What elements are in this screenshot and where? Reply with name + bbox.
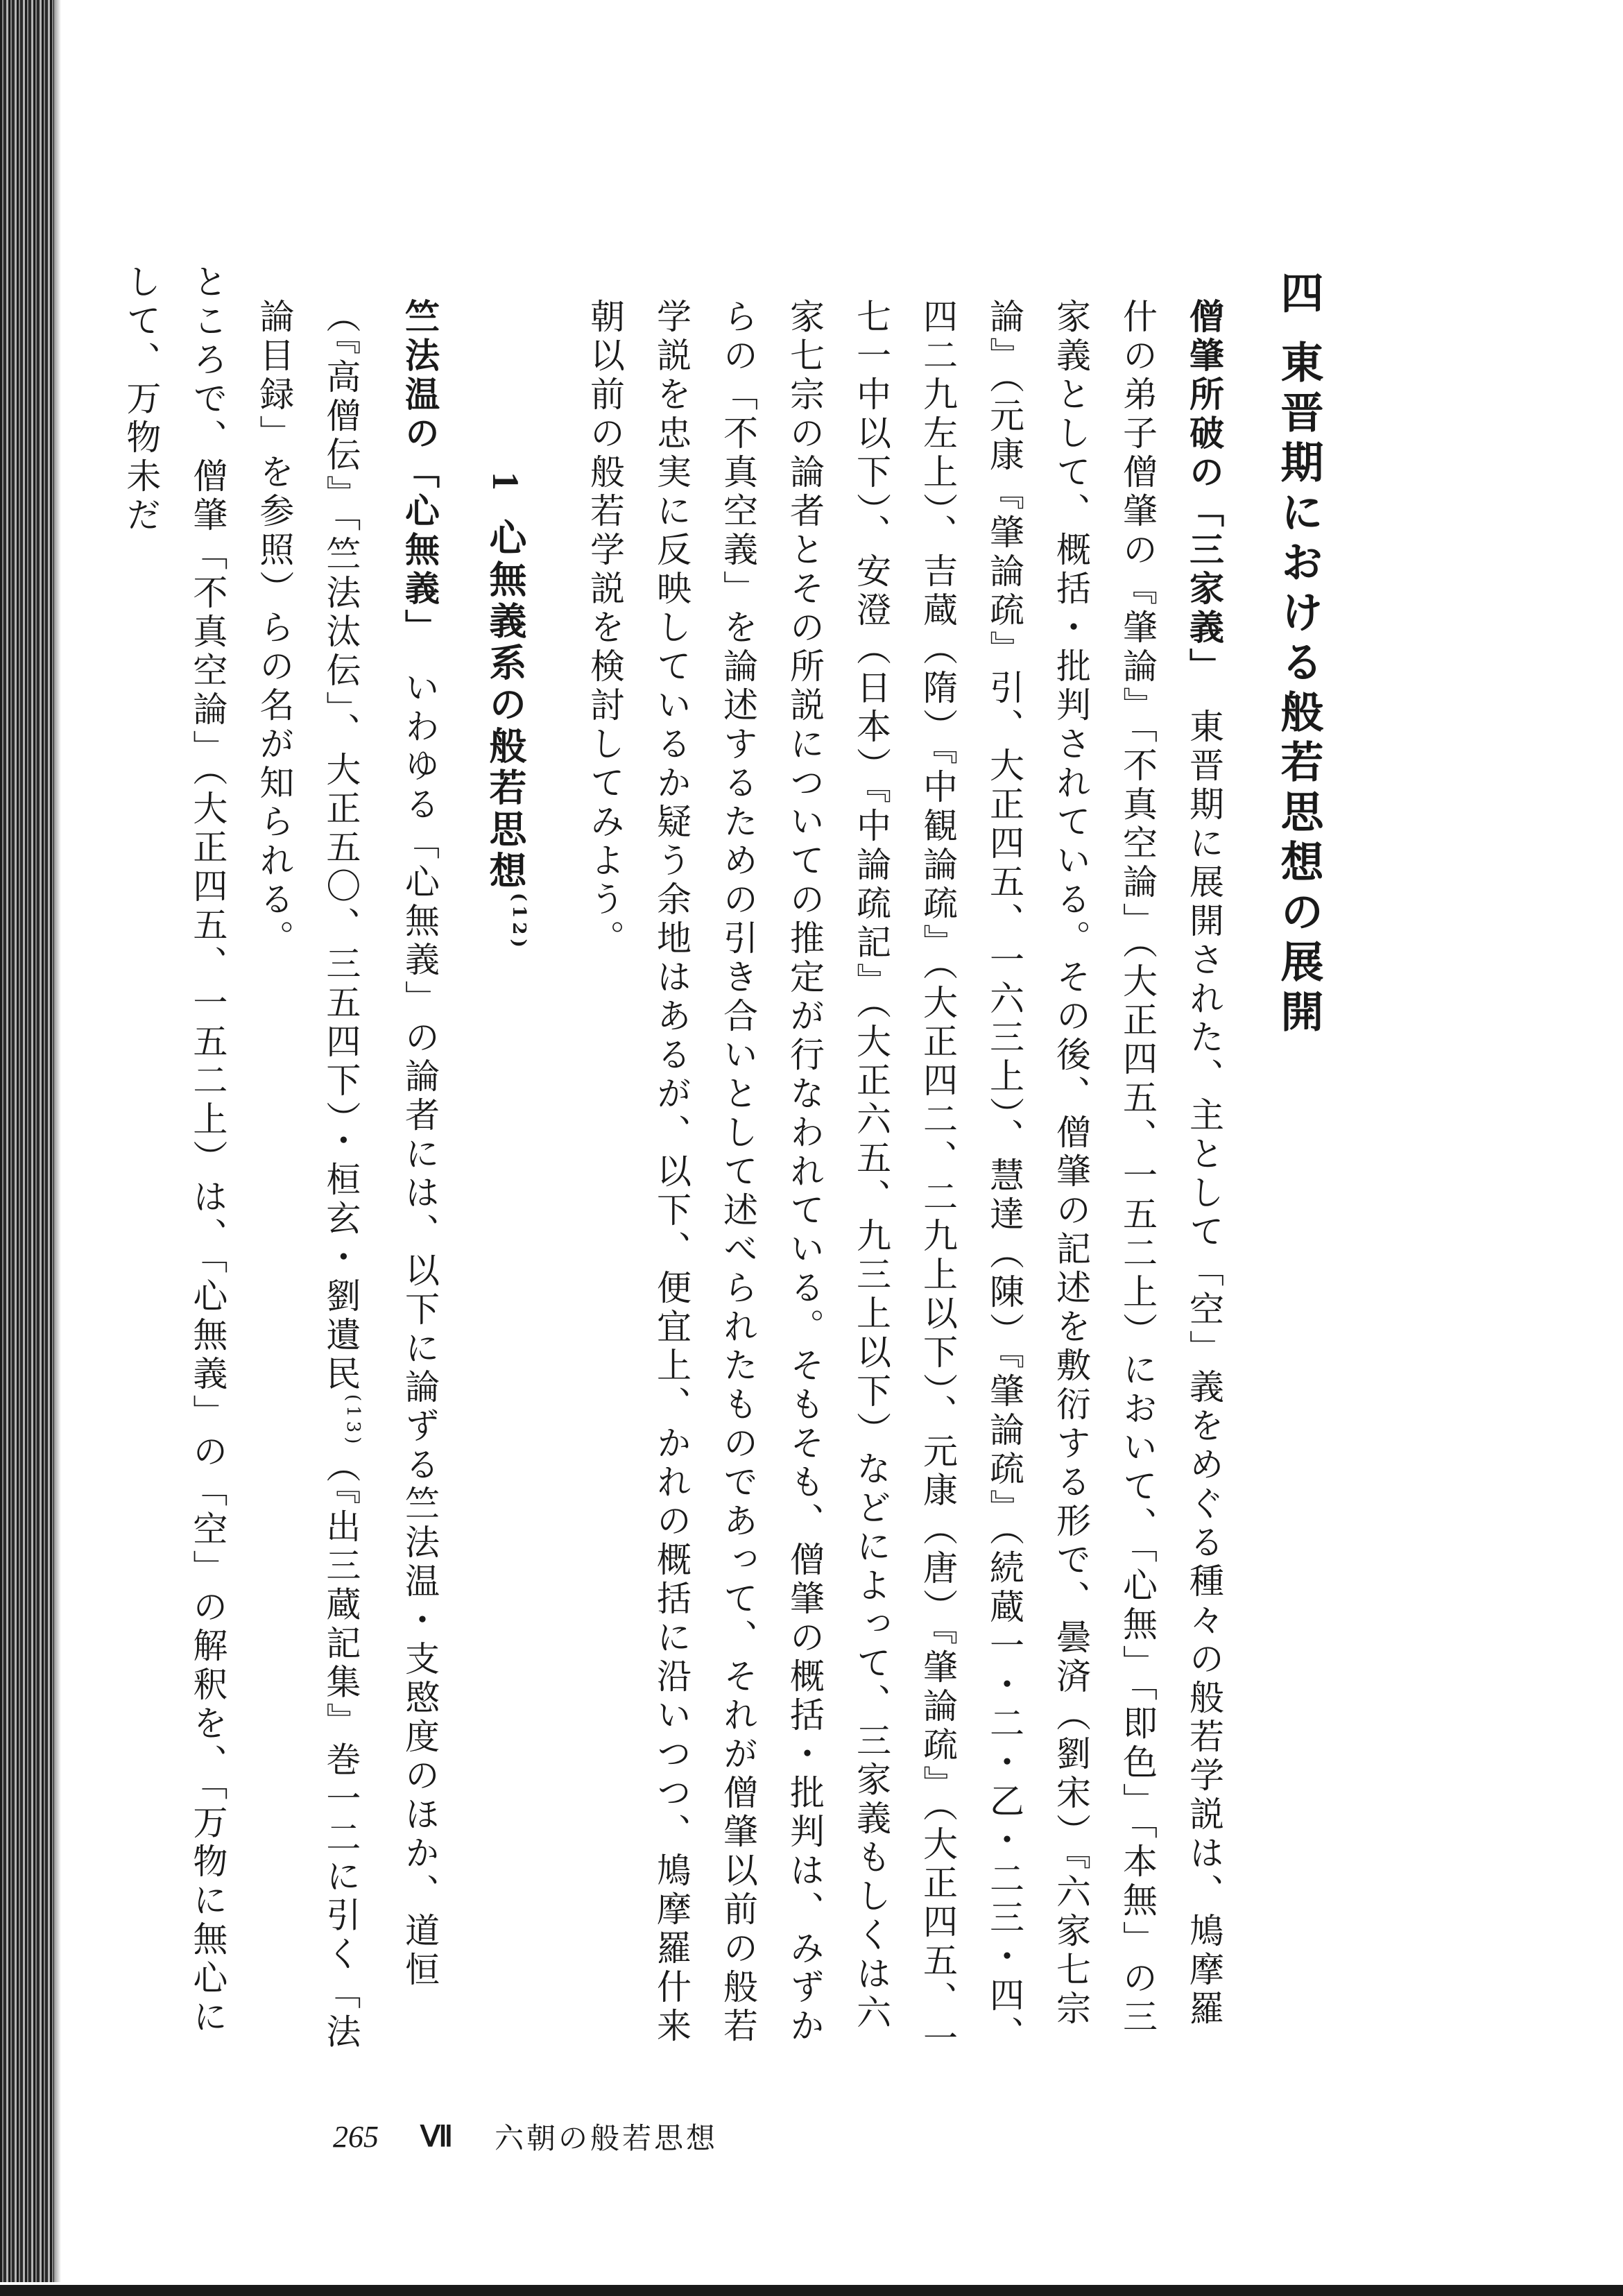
body-paragraph: [241, 264, 453, 2067]
page-number: 265: [333, 2119, 379, 2154]
section-title: 心無義系の般若思想: [483, 518, 528, 893]
intro-paragraph-text: 東晋期に展開された、主として「空」義をめぐる種々の般若学説は、鳩摩羅什の弟子僧肇の『肇論』「不真空論」（大正四五、一五二上）において、「心無」「即色」「本無」の三家義として、概括・批判されている。その後、僧肇の記述を敷衍する形で、曇済（劉宋）『六家七宗論』（元康『肇論疏』引、大正四五、一六三上）、慧達（陳）『肇論疏』（続蔵一・二・乙・二三・四、四二九左上）、吉蔵（隋）『中観論疏』（大正四二、二九上以下）、元康（唐）『肇論疏』（大正四五、一七一中以下）、安澄（日本）『中論疏記』（大正六五、九三上以下）などによって、三家義もしくは六家七宗の論者とその所説についての推定が行なわれている。そもそも、僧肇の概括・批判は、みずからの「不真空義」を論述するための引き合いとして述べられたものであって、それが僧肇以前の般若学説を忠実に反映しているか疑う余地はあるが、以下、便宜上、かれの概括に沿いつつ、鳩摩羅什来朝以前の般若学説を検討してみよう。: [585, 298, 1224, 2059]
part-label: Ⅶ: [420, 2121, 454, 2153]
chapter-number: 四: [1273, 271, 1324, 320]
section-heading: [472, 264, 552, 2067]
body-paragraph-3-text: ところで、僧肇「不真空論」（大正四五、一五二上）は、「心無義」の「空」の解釈を、「万物に無心にして、万物未だ: [121, 264, 228, 2037]
page-footer: [333, 2116, 718, 2157]
binding-shadow: [54, 0, 61, 2282]
footnote-ref-13: (13): [343, 1394, 363, 1448]
chapter-heading: [1265, 264, 1332, 2067]
intro-lead-heading: 僧肇所破の「三家義」: [1184, 298, 1225, 669]
running-head: 六朝の般若思想: [495, 2121, 719, 2155]
intro-paragraph: [572, 264, 1237, 2067]
body-paragraph-text-a: いわゆる「心無義」の論者には、以下に論ずる竺法温・支愍度のほか、道恒（『高僧伝』「竺法汰伝」、大正五〇、三五四下）・桓玄・劉遺民: [320, 298, 440, 1990]
body-lead-heading: 竺法温の「心無義」: [400, 298, 440, 631]
vertical-text-body: [121, 264, 1332, 2067]
body-paragraph-text-b: （『出三蔵記集』巻一二に引く「法論目録」を参照）らの名が知られる。: [254, 298, 361, 2053]
section-number: 1: [485, 472, 526, 495]
footnote-ref-12: (12): [508, 893, 529, 952]
book-binding-edge: [0, 0, 54, 2282]
chapter-title: 東晋期における般若思想の展開: [1273, 340, 1324, 1039]
scan-bottom-edge: [0, 2285, 1623, 2296]
body-paragraph-continued: [108, 264, 241, 2067]
